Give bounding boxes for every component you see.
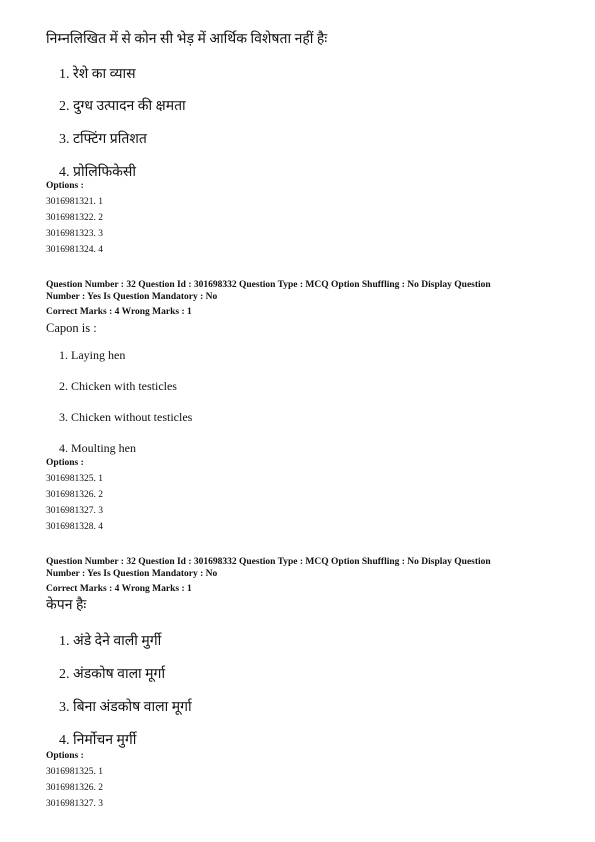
meta-line: Number : Yes Is Question Mandatory : No bbox=[46, 292, 218, 302]
question-text: निम्नलिखित में से कोन सी भेड़ में आर्थिक विशेषता नहीं हैः bbox=[46, 32, 328, 47]
option-4: 4. निर्मोचन मुर्गी bbox=[59, 733, 137, 748]
option-2: 2. दुग्ध उत्पादन की क्षमता bbox=[59, 99, 186, 114]
option-3: 3. टफ्टिंग प्रतिशत bbox=[59, 132, 147, 147]
question-text: Capon is : bbox=[46, 321, 97, 335]
option-2: 2. अंडकोष वाला मूर्गा bbox=[59, 667, 166, 682]
option-4: 4. Moulting hen bbox=[59, 441, 136, 455]
option-id: 3016981326. 2 bbox=[46, 783, 103, 793]
option-3: 3. बिना अंडकोष वाला मूर्गा bbox=[59, 700, 192, 715]
option-id: 3016981327. 3 bbox=[46, 799, 103, 809]
option-4: 4. प्रोलिफिकेसी bbox=[59, 165, 136, 180]
option-1: 1. अंडे देने वाली मुर्गी bbox=[59, 634, 162, 649]
meta-line: Question Number : 32 Question Id : 301698332 Question Type : MCQ Option Shuffling : No Display Question bbox=[46, 557, 491, 567]
option-1: 1. Laying hen bbox=[59, 348, 126, 362]
marks-line: Correct Marks : 4 Wrong Marks : 1 bbox=[46, 584, 192, 594]
option-id: 3016981326. 2 bbox=[46, 490, 103, 500]
options-label: Options : bbox=[46, 181, 84, 191]
option-id: 3016981325. 1 bbox=[46, 474, 103, 484]
meta-line: Number : Yes Is Question Mandatory : No bbox=[46, 569, 218, 579]
option-1: 1. रेशे का व्यास bbox=[59, 67, 136, 82]
option-id: 3016981328. 4 bbox=[46, 522, 103, 532]
marks-line: Correct Marks : 4 Wrong Marks : 1 bbox=[46, 307, 192, 317]
option-id: 3016981325. 1 bbox=[46, 767, 103, 777]
option-id: 3016981324. 4 bbox=[46, 245, 103, 255]
option-id: 3016981322. 2 bbox=[46, 213, 103, 223]
options-label: Options : bbox=[46, 751, 84, 761]
question-text: केपन हैः bbox=[46, 598, 87, 613]
question-meta bbox=[46, 279, 551, 303]
option-id: 3016981321. 1 bbox=[46, 197, 103, 207]
option-id: 3016981323. 3 bbox=[46, 229, 103, 239]
options-label: Options : bbox=[46, 458, 84, 468]
option-id: 3016981327. 3 bbox=[46, 506, 103, 516]
question-meta bbox=[46, 556, 551, 580]
meta-line: Question Number : 32 Question Id : 301698332 Question Type : MCQ Option Shuffling : No Display Question bbox=[46, 280, 491, 290]
option-2: 2. Chicken with testicles bbox=[59, 379, 177, 393]
option-3: 3. Chicken without testicles bbox=[59, 410, 193, 424]
